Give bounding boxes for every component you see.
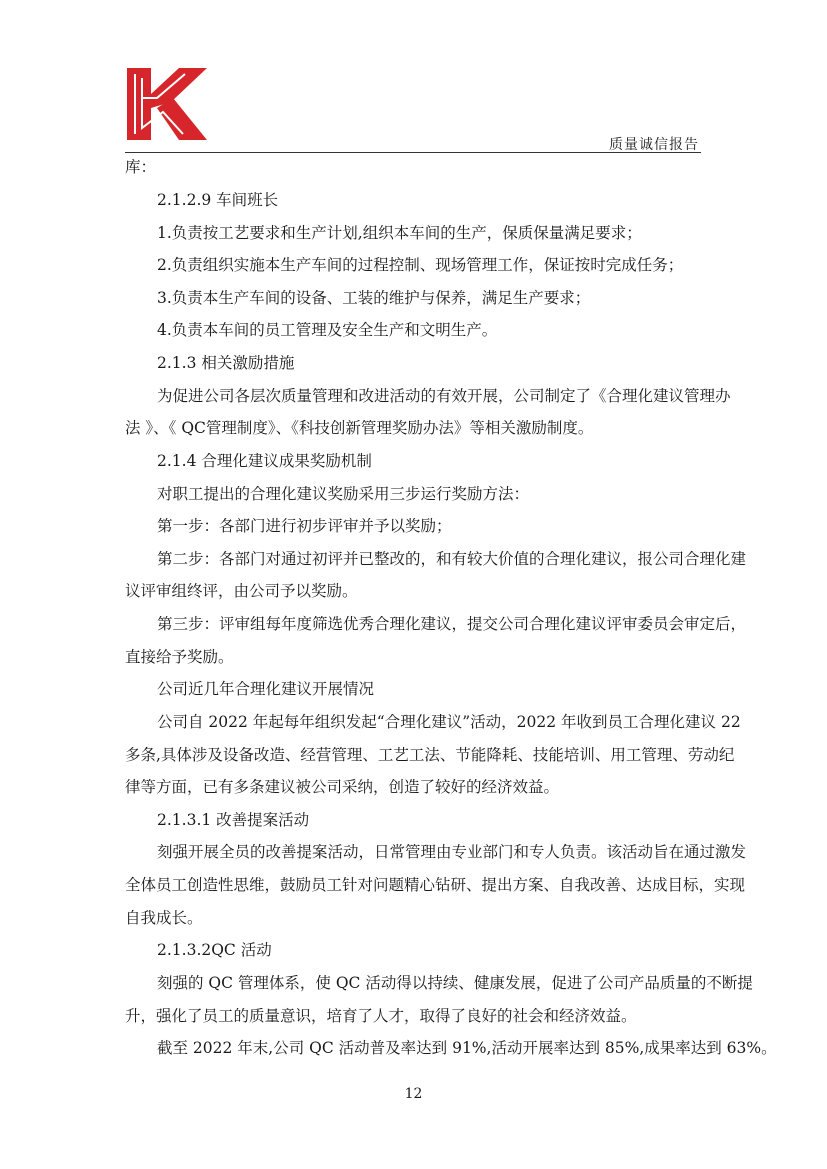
- section-heading: 2.1.3.1 改善提案活动: [157, 811, 310, 829]
- paragraph-line: 刻强开展全员的改善提案活动，日常管理由专业部门和专人负责。该活动旨在通过激发: [157, 843, 747, 861]
- list-item: 4.负责本车间的员工管理及安全生产和文明生产。: [157, 321, 498, 339]
- paragraph-line: 公司近几年合理化建议开展情况: [157, 680, 375, 698]
- paragraph-line: 全体员工创造性思维，鼓励员工针对问题精心钻研、提出方案、自我改善、达成目标，实现: [125, 876, 746, 894]
- paragraph-line: 截至 2022 年末,公司 QC 活动普及率达到 91%,活动开展率达到 85%,成果率达到 63%。: [157, 1039, 777, 1057]
- list-item: 2.负责组织实施本生产车间的过程控制、现场管理工作，保证按时完成任务；: [157, 256, 684, 274]
- paragraph-line: 法 》、《 QC管理制度》、《科技创新管理奖励办法》等相关激励制度。: [125, 419, 594, 437]
- paragraph-line: 自我成长。: [125, 909, 203, 927]
- paragraph-line: 多条,具体涉及设备改造、经营管理、工艺工法、节能降耗、技能培训、用工管理、劳动纪: [125, 746, 735, 764]
- section-heading: 2.1.4 合理化建议成果奖励机制: [157, 452, 372, 470]
- page-number: 12: [404, 1086, 423, 1102]
- paragraph-line: 第二步：各部门对通过初评并已整改的，和有较大价值的合理化建议，报公司合理化建: [157, 550, 747, 568]
- section-heading: 2.1.3 相关激励措施: [157, 354, 295, 372]
- paragraph-line: 第一步：各部门进行初步评审并予以奖励；: [157, 517, 452, 535]
- paragraph-line: 对职工提出的合理化建议奖励采用三步运行奖励方法：: [157, 485, 530, 503]
- list-item: 1.负责按工艺要求和生产计划,组织本车间的生产，保质保量满足要求；: [157, 224, 642, 242]
- paragraph-line: 为促进公司各层次质量管理和改进活动的有效开展，公司制定了《合理化建议管理办: [157, 387, 731, 405]
- section-heading: 2.1.3.2QC 活动: [157, 941, 272, 959]
- paragraph-line: 公司自 2022 年起每年组织发起“合理化建议”活动，2022 年收到员工合理化建议 22: [157, 713, 741, 731]
- paragraph-line: 升，强化了员工的质量意识，培育了人才，取得了良好的社会和经济效益。: [125, 1007, 637, 1025]
- paragraph-line: 第三步：评审组每年度筛选优秀合理化建议，提交公司合理化建议评审委员会审定后，: [157, 615, 747, 633]
- paragraph-line: 直接给予奖励。: [125, 648, 234, 666]
- paragraph-line: 律等方面，已有多条建议被公司采纳，创造了较好的经济效益。: [125, 778, 560, 796]
- header-title: 质量诚信报告: [609, 137, 699, 153]
- list-item: 3.负责本生产车间的设备、工装的维护与保养，满足生产要求；: [157, 289, 591, 307]
- paragraph-line: 议评审组终评，由公司予以奖励。: [125, 582, 358, 600]
- company-logo: [127, 68, 207, 140]
- section-heading: 2.1.2.9 车间班长: [157, 191, 279, 209]
- body-text-line: 库：: [125, 158, 157, 176]
- paragraph-line: 刻强的 QC 管理体系，使 QC 活动得以持续、健康发展，促进了公司产品质量的不断提: [157, 974, 753, 992]
- header-divider: [125, 152, 701, 153]
